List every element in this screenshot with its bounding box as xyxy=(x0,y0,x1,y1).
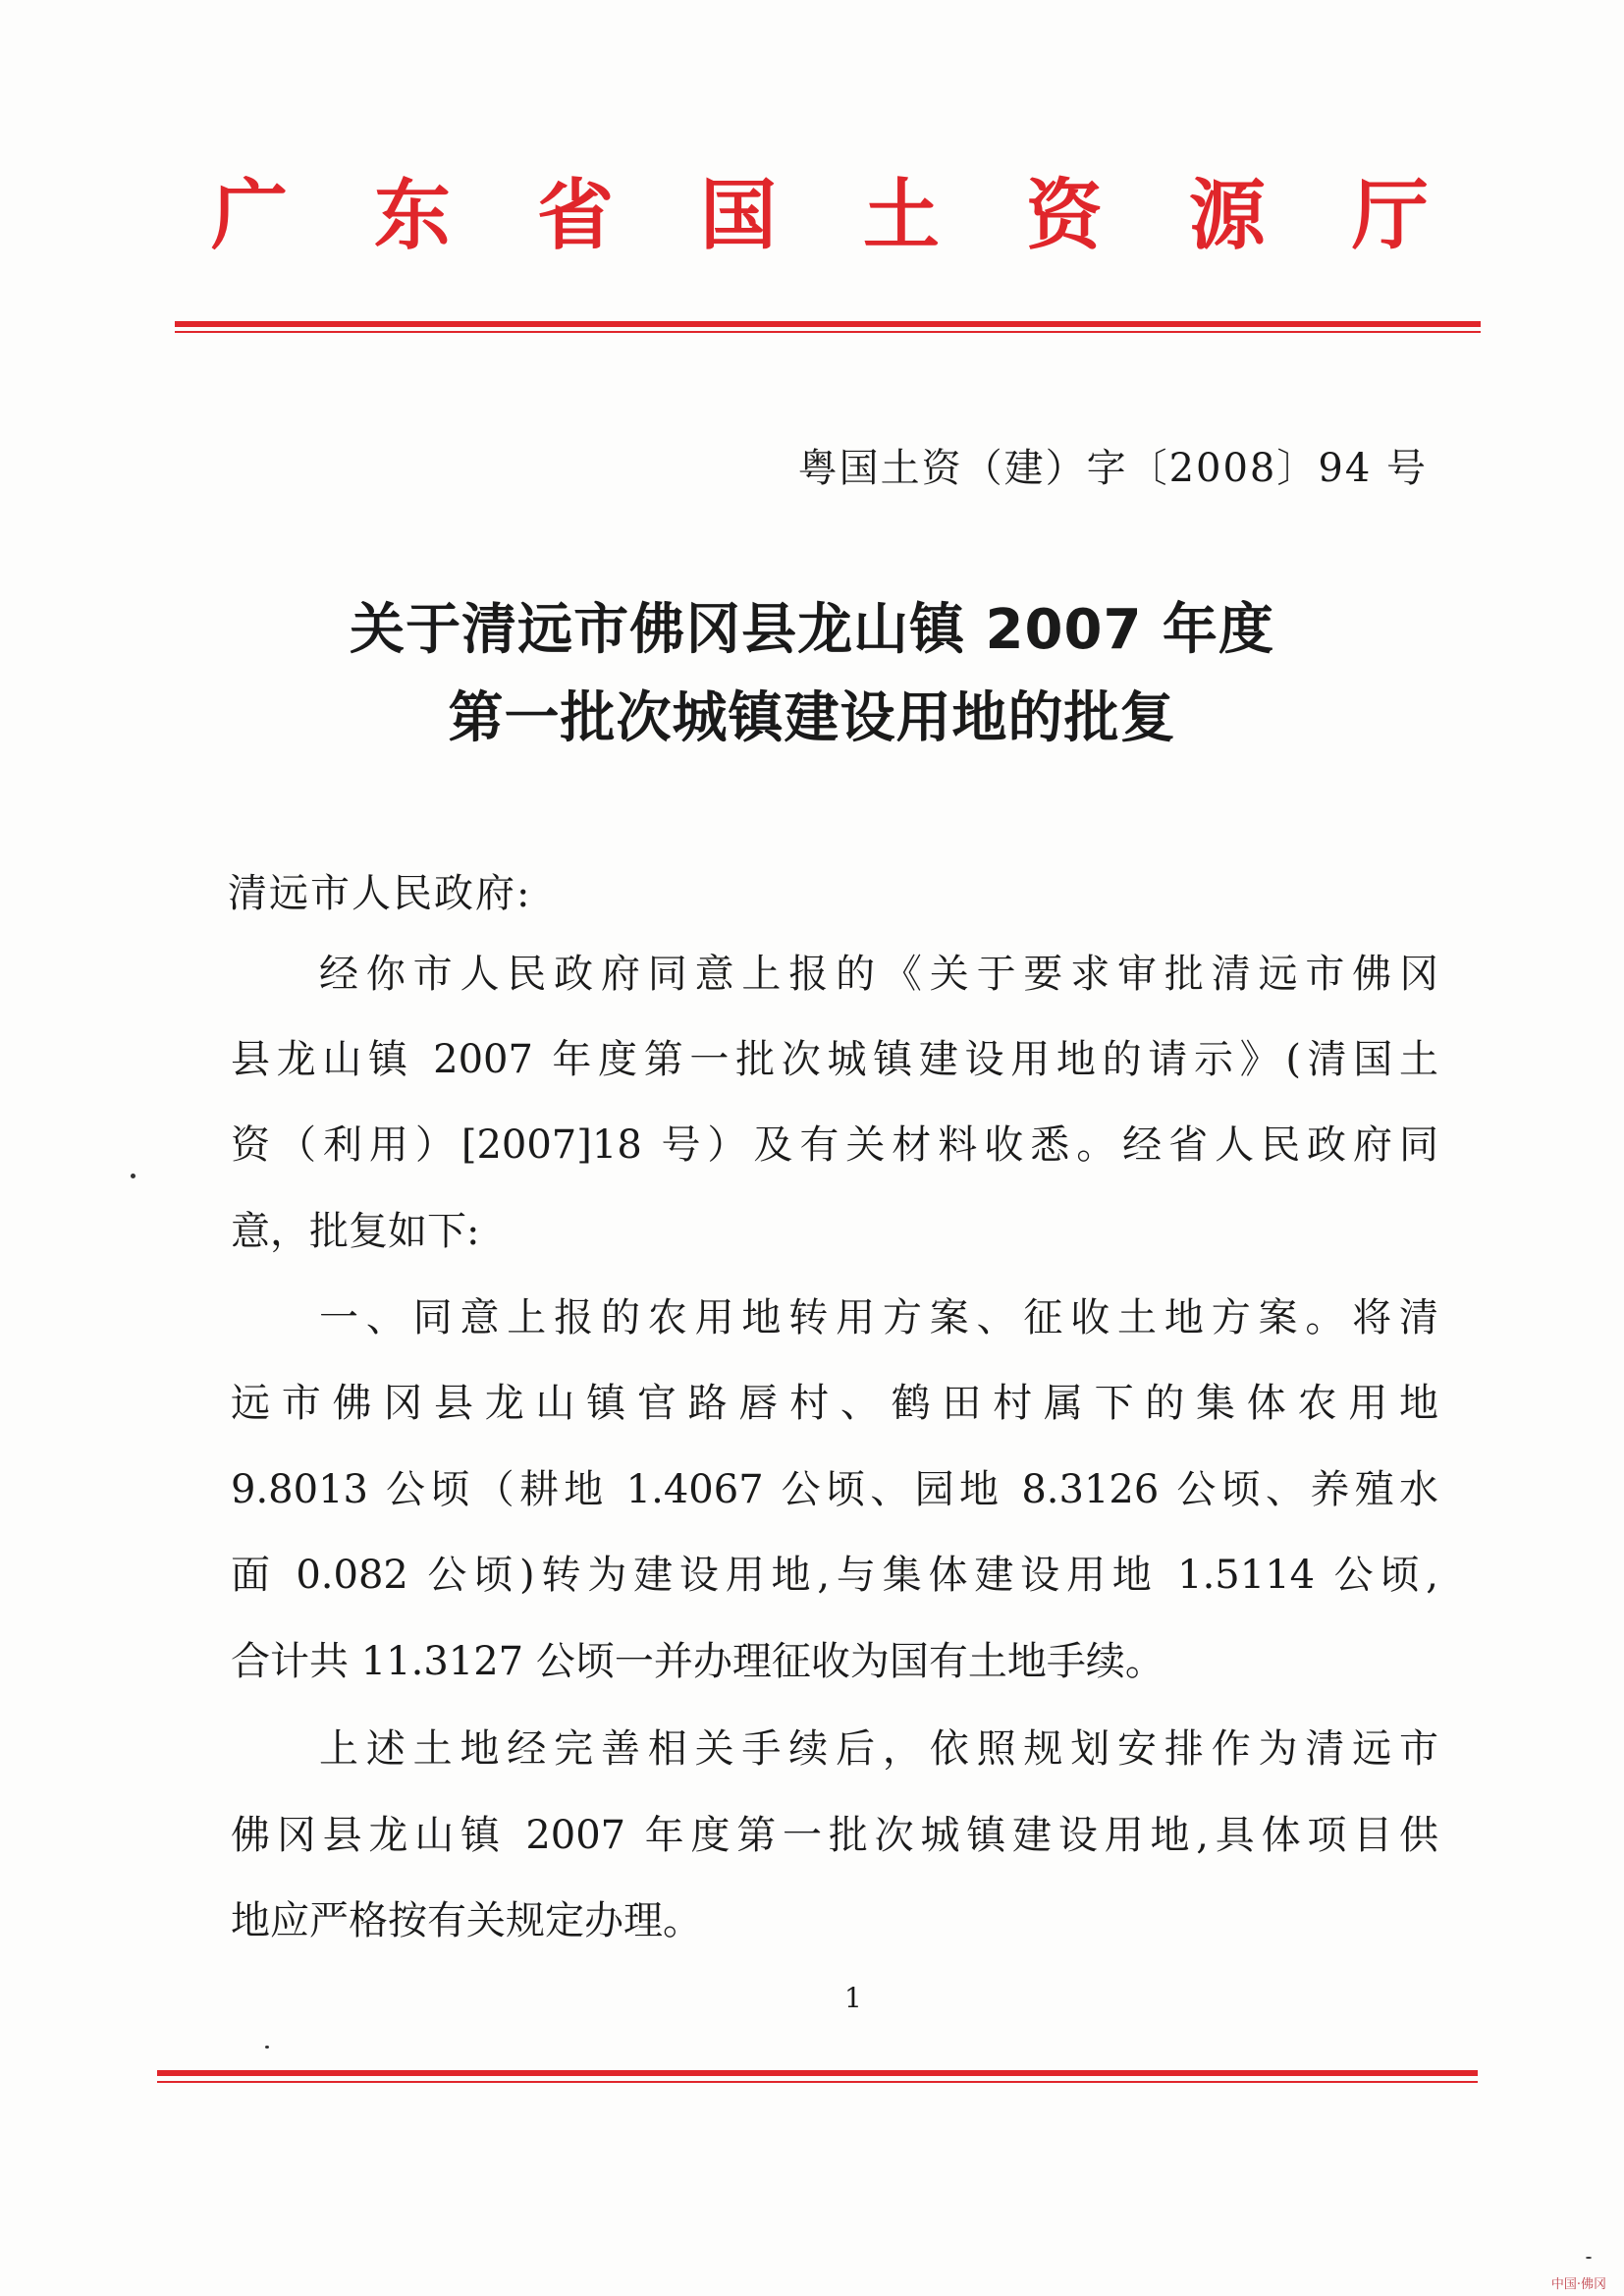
body-line: 经你市人民政府同意上报的《关于要求审批清远市佛冈 xyxy=(319,952,1438,997)
masthead-org-name xyxy=(211,162,1429,270)
footer-red-rule-thin xyxy=(157,2081,1478,2083)
watermark-stamp: 中国·佛冈 xyxy=(1550,2277,1606,2292)
header-red-rule xyxy=(175,321,1481,327)
body-line: 面 0.082 公顷)转为建设用地,与集体建设用地 1.5114 公顷, xyxy=(231,1553,1438,1598)
masthead-char: 源 xyxy=(1188,172,1266,260)
body-line: 意，批复如下: xyxy=(231,1209,480,1254)
masthead-char: 土 xyxy=(862,172,940,260)
document-number: 粤国土资（建）字〔2008〕94 号 xyxy=(797,446,1428,491)
masthead-char: 东 xyxy=(373,172,451,260)
salutation: 清远市人民政府: xyxy=(228,871,532,916)
masthead-char: 资 xyxy=(1025,172,1103,260)
masthead-char: 厅 xyxy=(1351,172,1429,260)
document-title-line-2: 第一批次城镇建设用地的批复 xyxy=(448,686,1176,750)
body-line: 资（利用）[2007]18 号）及有关材料收悉。经省人民政府同 xyxy=(231,1122,1438,1168)
masthead-char: 广 xyxy=(211,172,289,260)
header-red-rule-thin xyxy=(175,331,1481,333)
body-line: 合计共 11.3127 公顷一并办理征收为国有土地手续。 xyxy=(231,1639,1164,1684)
footer-red-rule xyxy=(157,2070,1478,2076)
scan-speck xyxy=(265,2046,269,2049)
body-line: 一、同意上报的农用地转用方案、征收土地方案。将清 xyxy=(319,1295,1438,1340)
document-title-line-1: 关于清远市佛冈县龙山镇 2007 年度 xyxy=(350,598,1274,662)
scan-speck xyxy=(1586,2257,1592,2259)
body-line: 地应严格按有关规定办理。 xyxy=(231,1898,702,1943)
page-number: 1 xyxy=(844,1982,862,2014)
body-line: 县龙山镇 2007 年度第一批次城镇建设用地的请示》(清国土 xyxy=(231,1037,1438,1082)
masthead-char: 国 xyxy=(699,172,777,260)
body-line: 上述土地经完善相关手续后，依照规划安排作为清远市 xyxy=(319,1726,1438,1772)
body-line: 远市佛冈县龙山镇官路唇村、鹤田村属下的集体农用地 xyxy=(231,1381,1438,1426)
masthead-char: 省 xyxy=(536,172,614,260)
body-line: 9.8013 公顷（耕地 1.4067 公顷、园地 8.3126 公顷、养殖水 xyxy=(231,1467,1438,1512)
body-line: 佛冈县龙山镇 2007 年度第一批次城镇建设用地,具体项目供 xyxy=(231,1813,1438,1858)
scan-speck xyxy=(131,1174,135,1178)
